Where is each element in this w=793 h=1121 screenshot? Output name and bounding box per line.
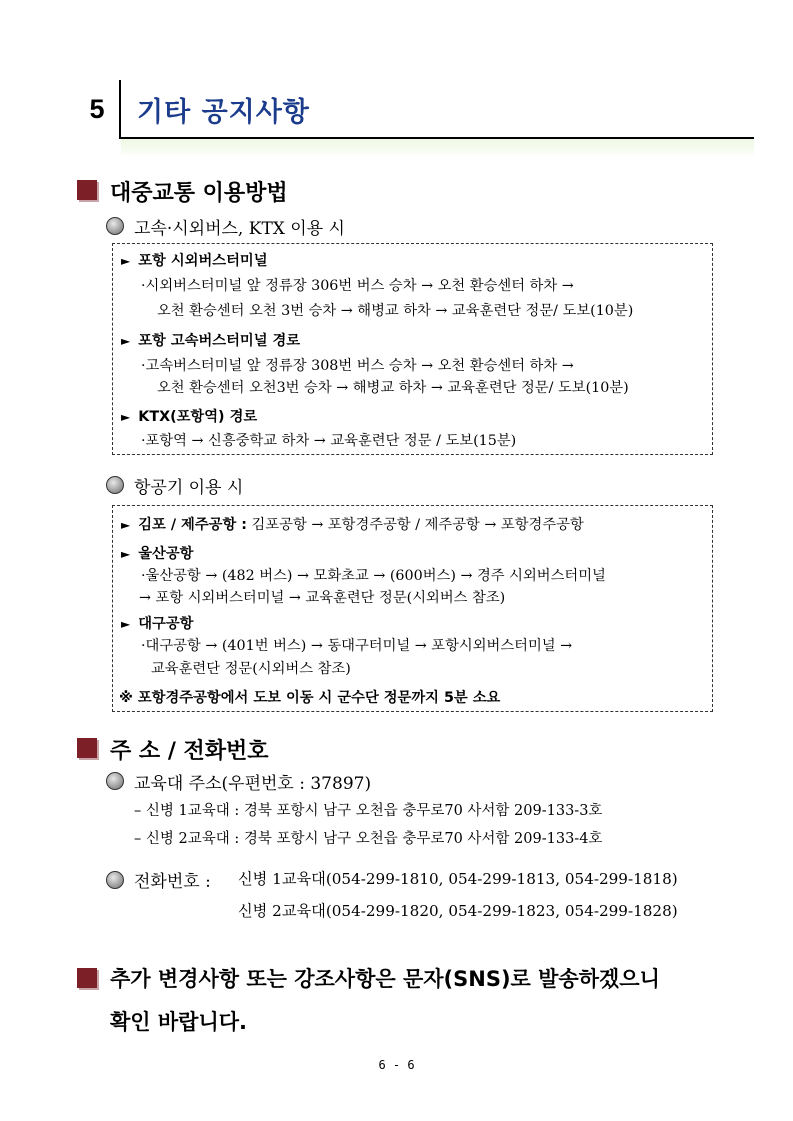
subsection-title-bus: 고속·시외버스, KTX 이용 시 [134, 219, 345, 239]
route-gimpo: ► 김포 / 제주공항 : 김포공항 → 포항경주공항 / 제주공항 → 포항경주공항 [121, 517, 584, 533]
route-heading: ► 울산공항 [121, 546, 194, 562]
route-heading: ► 포항 시외버스터미널 [121, 253, 268, 269]
pointer-icon: ► [121, 410, 131, 424]
phone-label: 전화번호 : [134, 872, 211, 892]
bullet-circle-icon [106, 871, 124, 889]
chapter-band [121, 139, 754, 157]
route-line: ·고속버스터미널 앞 정류장 308번 버스 승차 → 오천 환승센터 하차 → [141, 358, 574, 374]
route-line: 교육훈련단 정문(시외버스 참조) [151, 661, 351, 677]
air-route-box [112, 505, 713, 712]
section-square-icon [77, 180, 97, 200]
section-title-address: 주 소 / 전화번호 [110, 739, 269, 764]
section-square-icon [77, 968, 97, 988]
section-square-icon [77, 738, 97, 758]
pointer-icon: ► [121, 518, 131, 532]
chapter-divider [119, 80, 121, 138]
address-line: – 신병 2교육대 : 경북 포항시 남구 오천읍 충무로70 사서함 209-133-4호 [134, 831, 603, 847]
address-line: – 신병 1교육대 : 경북 포항시 남구 오천읍 충무로70 사서함 209-133-3호 [134, 803, 603, 819]
route-line: ·울산공항 → (482 버스) → 모화초교 → (600버스) → 경주 시외버스터미널 [141, 568, 606, 584]
route-heading: ► 포항 고속버스터미널 경로 [121, 333, 301, 349]
bus-route-box [112, 243, 713, 455]
notice-line: 추가 변경사항 또는 강조사항은 문자(SNS)로 발송하겠으니 [110, 967, 660, 991]
route-line: ·시외버스터미널 앞 정류장 306번 버스 승차 → 오천 환승센터 하차 → [141, 278, 574, 294]
route-line: → 포항 시외버스터미널 → 교육훈련단 정문(시외버스 참조) [139, 590, 506, 606]
bullet-circle-icon [106, 772, 124, 790]
pointer-icon: ► [121, 254, 131, 268]
phone-line: 신병 1교육대(054-299-1810, 054-299-1813, 054-299-1818) [238, 870, 678, 888]
phone-line: 신병 2교육대(054-299-1820, 054-299-1823, 054-299-1828) [238, 902, 678, 920]
pointer-icon: ► [121, 334, 131, 348]
chapter-number: 5 [89, 93, 105, 124]
section-title-transit: 대중교통 이용방법 [110, 181, 288, 206]
address-title: 교육대 주소(우편번호 : 37897) [134, 774, 372, 794]
pointer-icon: ► [121, 547, 131, 561]
route-line: ·대구공항 → (401번 버스) → 동대구터미널 → 포항시외버스터미널 → [141, 638, 573, 654]
chapter-title: 기타 공지사항 [137, 97, 310, 128]
page-number: 6 - 6 [378, 1058, 415, 1072]
route-line: 오천 환승센터 오천 3번 승차 → 해병교 하차 → 교육훈련단 정문/ 도보(10분) [157, 303, 634, 319]
notice-line: 확인 바랍니다. [110, 1010, 248, 1034]
bullet-circle-icon [106, 217, 124, 235]
route-heading: ► KTX(포항역) 경로 [121, 409, 258, 425]
air-note: ※ 포항경주공항에서 도보 이동 시 군수단 정문까지 5분 소요 [119, 690, 501, 706]
bullet-circle-icon [106, 476, 124, 494]
route-heading: ► 대구공항 [121, 616, 194, 632]
pointer-icon: ► [121, 617, 131, 631]
route-line: 오천 환승센터 오천3번 승차 → 해병교 하차 → 교육훈련단 정문/ 도보(10분) [157, 380, 629, 396]
subsection-title-air: 항공기 이용 시 [134, 478, 244, 498]
route-line: ·포항역 → 신흥중학교 하차 → 교육훈련단 정문 / 도보(15분) [141, 433, 517, 449]
